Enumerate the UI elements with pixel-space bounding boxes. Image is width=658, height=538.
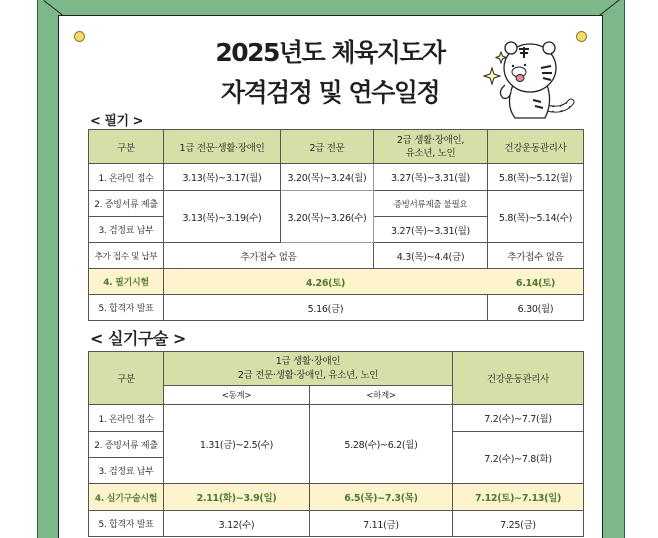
table-row xyxy=(89,243,584,269)
cell-online-grade2-life: 3.27(목)~3.31(월) xyxy=(374,164,488,191)
table-row xyxy=(89,295,584,321)
row-label-announce: 5. 합격자 발표 xyxy=(89,511,164,537)
cell-winter-registration: 1.31(금)~2.5(수) xyxy=(164,405,310,484)
row-label-fee: 3. 검정료 납부 xyxy=(89,458,164,484)
cell-docs-fee-health: 5.8(목)~5.14(수) xyxy=(488,191,584,243)
row-label-documents: 2. 증빙서류 제출 xyxy=(89,191,164,217)
header-grade2-pro: 2급 전문 xyxy=(281,130,374,164)
written-exam-table xyxy=(88,129,584,321)
header-grade1: 1급 전문·생활·장애인 xyxy=(164,130,281,164)
table-row xyxy=(89,191,584,217)
cell-docs-fee-grade2-pro: 3.20(목)~3.26(수) xyxy=(281,191,374,243)
cell-exam-summer: 6.5(목)~7.3(목) xyxy=(310,484,453,511)
table-row xyxy=(89,511,584,537)
cell-additional-health: 추가접수 없음 xyxy=(488,243,584,269)
cell-online-grade1: 3.13(목)~3.17(월) xyxy=(164,164,281,191)
header-health: 건강운동관리사 xyxy=(488,130,584,164)
cell-exam-health: 7.12(토)~7.13(일) xyxy=(453,484,584,511)
table-row-highlight xyxy=(89,484,584,511)
cell-additional-grade2-life: 4.3(목)~4.4(금) xyxy=(374,243,488,269)
page-title-line1: 2025년도 체육지도자 xyxy=(215,38,445,67)
header-group-line1: 1급 생활·장애인 xyxy=(275,355,341,367)
row-label-exam: 4. 실기구술시험 xyxy=(89,484,164,511)
cell-online-grade2-pro: 3.20(목)~3.24(월) xyxy=(281,164,374,191)
header-grade2-life xyxy=(374,130,488,164)
row-label-additional: 추가 접수 및 납부 xyxy=(89,243,164,269)
header-health: 건강운동관리사 xyxy=(453,352,584,405)
cell-additional-grade1-grade2pro: 추가접수 없음 xyxy=(164,243,374,269)
header-grade2-life-line2: 유소년, 노인 xyxy=(405,147,456,159)
pin-left-icon xyxy=(74,31,85,42)
cell-announce-summer: 7.11(금) xyxy=(310,511,453,537)
row-label-exam: 4. 필기시험 xyxy=(89,269,164,295)
row-label-online: 1. 온라인 접수 xyxy=(89,405,164,432)
header-category: 구분 xyxy=(89,130,164,164)
cell-fee-grade2-life: 3.27(목)~3.31(월) xyxy=(374,217,488,243)
page-title-line2: 자격검정 및 연수일정 xyxy=(220,78,440,107)
cell-exam-grades: 4.26(토) xyxy=(164,269,488,295)
section-label-practical: < 실기구술 > xyxy=(90,329,186,348)
table-header-row xyxy=(89,352,584,386)
header-winter: <동계> xyxy=(164,386,310,405)
row-label-online: 1. 온라인 접수 xyxy=(89,164,164,191)
cell-online-health: 5.8(목)~5.12(월) xyxy=(488,164,584,191)
cell-announce-grades: 5.16(금) xyxy=(164,295,488,321)
practical-exam-table xyxy=(88,351,584,537)
table-row-highlight xyxy=(89,269,584,295)
section-label-written: < 필기 > xyxy=(90,114,143,129)
cell-docs-fee-health: 7.2(수)~7.8(화) xyxy=(453,432,584,484)
table-header-row xyxy=(89,130,584,164)
header-category: 구분 xyxy=(89,352,164,405)
cell-exam-health: 6.14(토) xyxy=(488,269,584,295)
header-grade-group xyxy=(164,352,453,386)
cell-announce-winter: 3.12(수) xyxy=(164,511,310,537)
white-tiger-mascot-icon xyxy=(475,30,590,125)
cell-docs-fee-grade1: 3.13(목)~3.19(수) xyxy=(164,191,281,243)
row-label-announce: 5. 합격자 발표 xyxy=(89,295,164,321)
cell-announce-health: 6.30(월) xyxy=(488,295,584,321)
cell-docs-grade2-life: 증빙서류제출 불필요 xyxy=(374,191,488,217)
table-row xyxy=(89,164,584,191)
cell-exam-winter: 2.11(화)~3.9(일) xyxy=(164,484,310,511)
header-grade2-life-line1: 2급 생활·장애인, xyxy=(396,134,465,146)
cell-online-health: 7.2(수)~7.7(월) xyxy=(453,405,584,432)
header-summer: <하계> xyxy=(310,386,453,405)
cell-announce-health: 7.25(금) xyxy=(453,511,584,537)
table-row xyxy=(89,405,584,432)
row-label-fee: 3. 검정료 납부 xyxy=(89,217,164,243)
row-label-documents: 2. 증빙서류 제출 xyxy=(89,432,164,458)
cell-summer-registration: 5.28(수)~6.2(월) xyxy=(310,405,453,484)
header-group-line2: 2급 전문·생활·장애인, 유소년, 노인 xyxy=(237,369,379,381)
